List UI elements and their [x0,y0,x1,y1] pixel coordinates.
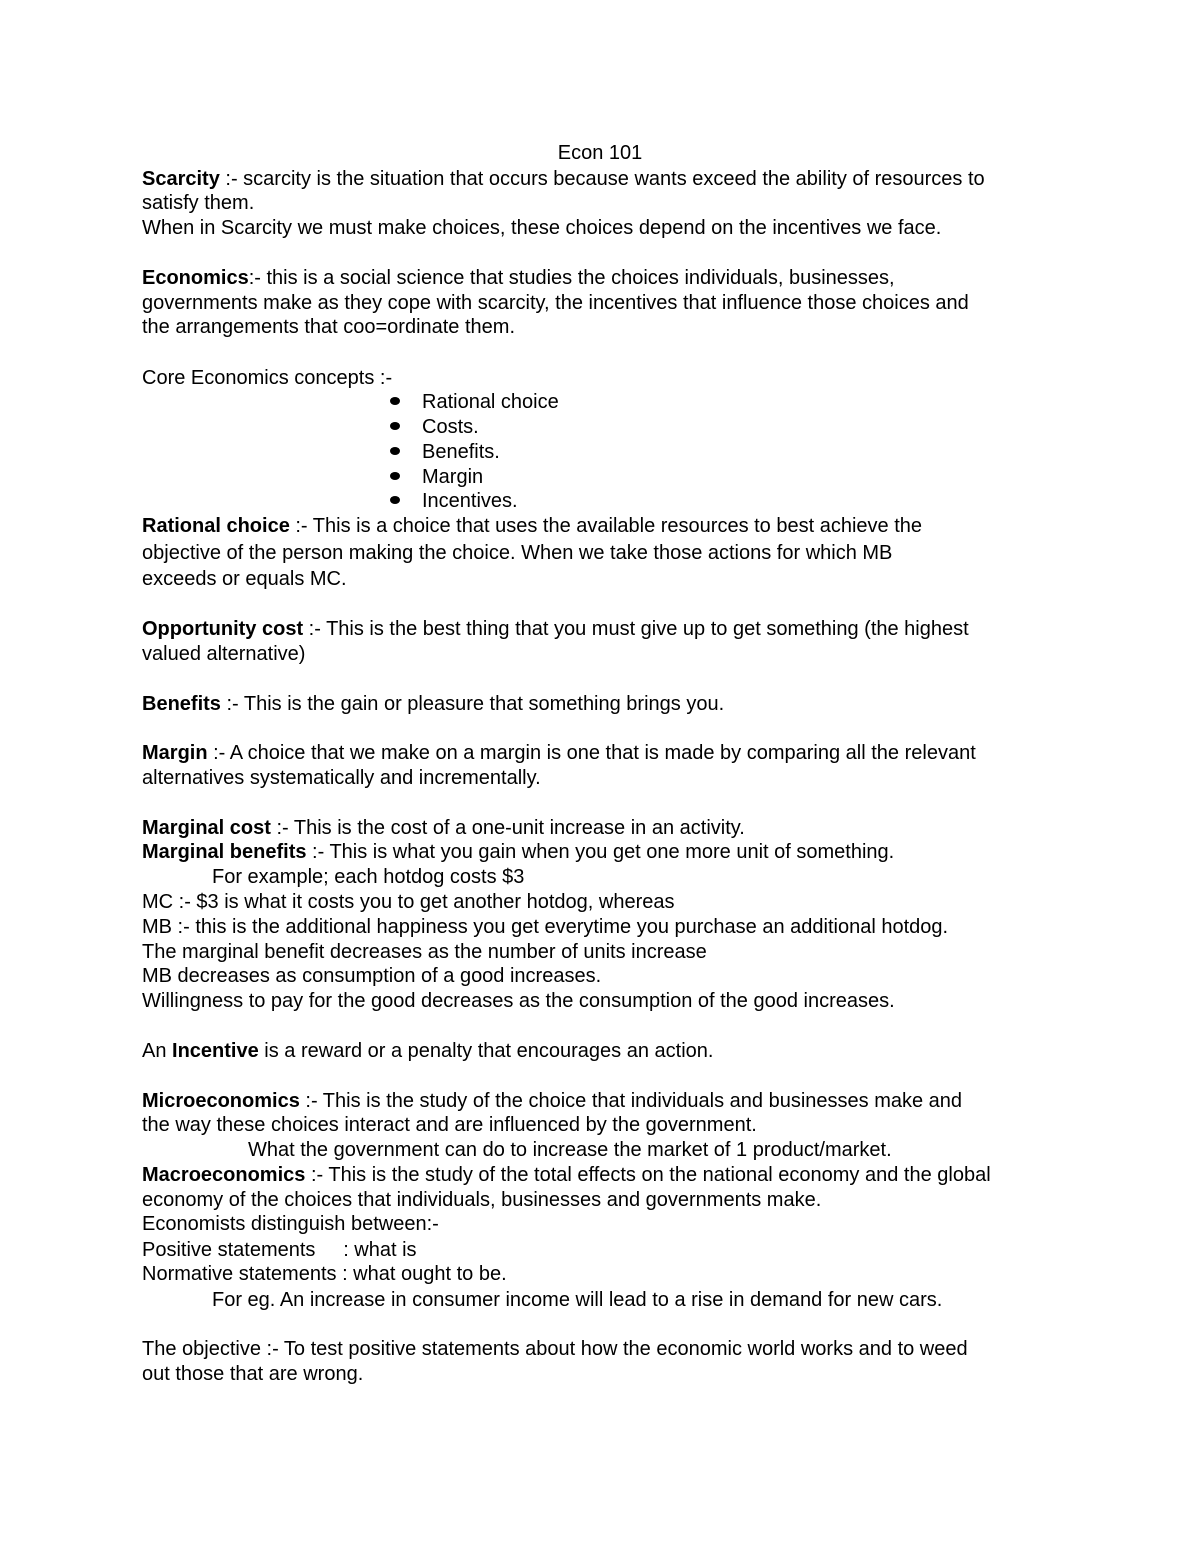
opportunity-line-2: valued alternative) [142,643,306,665]
positive-statements-line: Positive statements : what is [142,1239,417,1261]
statements-example-line: For eg. An increase in consumer income will lead to a rise in demand for new cars. [212,1289,943,1311]
microeconomics-definition-line [142,1089,962,1113]
definition-text: :- This is the best thing that you must give up to get something (the highest [303,618,969,640]
page-title: Econ 101 [557,142,643,164]
bullet-icon [390,472,400,480]
definition-text: is a reward or a penalty that encourages an action. [258,1040,714,1062]
mc-line: MC :- $3 is what it costs you to get another hotdog, whereas [142,891,675,913]
marginal-benefit-line-6: MB decreases as consumption of a good increases. [142,965,602,987]
definition-text: :- A choice that we make on a margin is one that is made by comparing all the relevant [207,742,976,764]
term-opportunity-cost: Opportunity cost [142,618,304,640]
list-item-text: Rational choice [422,391,559,413]
definition-text: :- This is the study of the choice that individuals and businesses make and [299,1090,963,1112]
rational-line-3: exceeds or equals MC. [142,568,347,590]
scarcity-definition-line [142,167,985,191]
term-marginal-cost: Marginal cost [142,817,271,839]
definition-text: :- This is the cost of a one-unit increase in an activity. [270,817,745,839]
macro-line-2: economy of the choices that individuals, businesses and governments make. [142,1189,822,1211]
micro-line-3: What the government can do to increase the market of 1 product/market. [248,1139,892,1161]
definition-text: :- This is the gain or pleasure that something brings you. [220,693,725,715]
term-incentive: Incentive [172,1040,259,1062]
core-concepts-heading: Core Economics concepts :- [142,367,393,389]
definition-text: :- scarcity is the situation that occurs because wants exceed the ability of resources to [219,168,985,190]
list-item-text: Margin [422,466,484,488]
list-item-text: Costs. [422,416,479,438]
list-item [390,390,559,414]
rational-choice-definition-line [142,514,922,538]
definition-text: An [142,1040,173,1062]
term-benefits: Benefits [142,693,221,715]
benefits-definition-line [142,692,724,716]
normative-statements-line: Normative statements : what ought to be. [142,1263,507,1285]
objective-line-1: The objective :- To test positive statements about how the economic world works and to weed [142,1338,968,1360]
bullet-icon [390,496,400,504]
marginal-benefit-line-7: Willingness to pay for the good decreases as the consumption of the good increases. [142,990,895,1012]
scarcity-line-2: satisfy them. [142,192,255,214]
margin-line-2: alternatives systematically and incrementally. [142,767,541,789]
objective-line-2: out those that are wrong. [142,1363,364,1385]
definition-text: :- this is a social science that studies the choices individuals, businesses, [248,267,895,289]
definition-text: :- This is a choice that uses the available resources to best achieve the [289,515,923,537]
marginal-cost-definition-line [142,816,745,840]
list-item [390,440,500,464]
incentive-definition-line [142,1039,713,1063]
list-item [390,465,483,489]
economics-line-3: the arrangements that coo=ordinate them. [142,316,516,338]
list-item-text: Benefits. [422,441,500,463]
term-rational-choice: Rational choice [142,515,290,537]
macroeconomics-definition-line [142,1163,991,1187]
statements-line-1: Economists distinguish between:- [142,1213,439,1235]
term-microeconomics: Microeconomics [142,1090,300,1112]
mb-line: MB :- this is the additional happiness you get everytime you purchase an additional hotdog. [142,916,949,938]
scarcity-line-3: When in Scarcity we must make choices, these choices depend on the incentives we face. [142,217,942,239]
definition-text: :- This is what you gain when you get one more unit of something. [306,841,895,863]
marginal-benefit-line-5: The marginal benefit decreases as the number of units increase [142,941,707,963]
opportunity-cost-definition-line [142,617,969,641]
list-item-text: Incentives. [422,490,518,512]
economics-definition-line [142,266,895,290]
term-margin: Margin [142,742,208,764]
bullet-icon [390,447,400,455]
bullet-icon [390,422,400,430]
term-economics: Economics [142,267,249,289]
economics-line-2: governments make as they cope with scarcity, the incentives that influence those choices and [142,292,969,314]
bullet-icon [390,397,400,405]
example-line: For example; each hotdog costs $3 [212,866,525,888]
term-macroeconomics: Macroeconomics [142,1164,306,1186]
list-item [390,415,479,439]
term-scarcity: Scarcity [142,168,220,190]
marginal-benefits-definition-line [142,840,894,864]
micro-line-2: the way these choices interact and are influenced by the government. [142,1114,757,1136]
term-marginal-benefits: Marginal benefits [142,841,307,863]
margin-definition-line [142,741,976,765]
rational-line-2: objective of the person making the choice. When we take those actions for which MB [142,542,893,564]
definition-text: :- This is the study of the total effects on the national economy and the global [305,1164,991,1186]
list-item [390,489,518,513]
